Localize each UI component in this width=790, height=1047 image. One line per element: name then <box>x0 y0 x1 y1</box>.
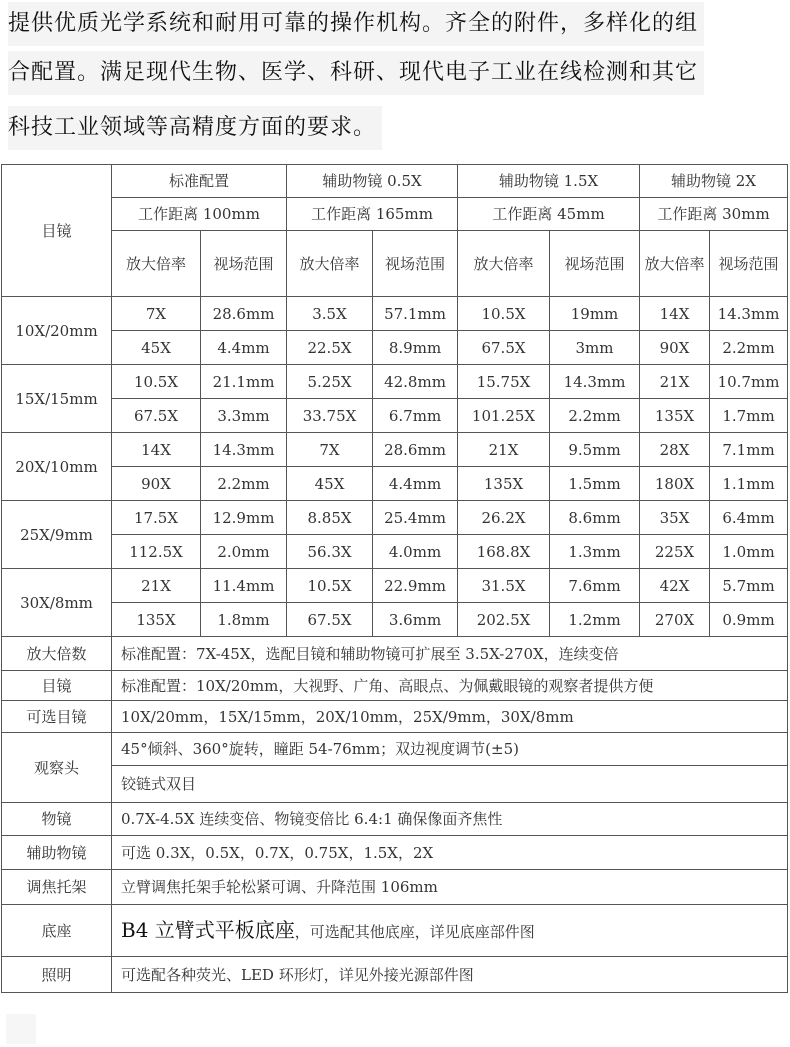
field-of-view-cell: 1.2mm <box>550 603 640 637</box>
eyepiece-header: 目镜 <box>2 165 112 297</box>
magnification-cell: 202.5X <box>458 603 550 637</box>
table-row <box>2 603 788 637</box>
magnification-cell: 31.5X <box>458 569 550 603</box>
base-note: ，可选配其他底座，详见底座部件图 <box>294 922 535 941</box>
magnification-cell: 45X <box>112 331 201 365</box>
group-name: 辅助物镜 1.5X <box>458 165 640 198</box>
mag-header: 放大倍率 <box>112 231 201 297</box>
field-of-view-cell: 4.0mm <box>373 535 458 569</box>
field-of-view-cell: 0.9mm <box>710 603 788 637</box>
field-of-view-cell: 7.6mm <box>550 569 640 603</box>
field-of-view-cell: 2.2mm <box>710 331 788 365</box>
magnification-cell: 101.25X <box>458 399 550 433</box>
field-of-view-cell: 14.3mm <box>201 433 287 467</box>
fov-header: 视场范围 <box>710 231 788 297</box>
page-corner-mark <box>6 1014 36 1044</box>
spec-label-objective: 物镜 <box>2 803 112 836</box>
field-of-view-cell: 4.4mm <box>373 467 458 501</box>
magnification-cell: 168.8X <box>458 535 550 569</box>
magnification-cell: 33.75X <box>287 399 373 433</box>
intro-line-2: 合配置。满足现代生物、医学、科研、现代电子工业在线检测和其它 <box>8 51 704 95</box>
field-of-view-cell: 57.1mm <box>373 297 458 331</box>
field-of-view-cell: 6.7mm <box>373 399 458 433</box>
table-row <box>2 467 788 501</box>
spec-value-magnification: 标准配置：7X-45X，选配目镜和辅助物镜可扩展至 3.5X-270X，连续变倍 <box>112 637 788 671</box>
eyepiece-name: 15X/15mm <box>2 365 112 433</box>
spec-label-aux-objective: 辅助物镜 <box>2 836 112 870</box>
field-of-view-cell: 14.3mm <box>550 365 640 399</box>
mag-header: 放大倍率 <box>640 231 710 297</box>
group-name: 辅助物镜 0.5X <box>287 165 458 198</box>
magnification-cell: 14X <box>640 297 710 331</box>
field-of-view-cell: 4.4mm <box>201 331 287 365</box>
magnification-cell: 10.5X <box>112 365 201 399</box>
field-of-view-cell: 1.8mm <box>201 603 287 637</box>
spec-label-eyepiece: 目镜 <box>2 671 112 701</box>
group-name: 标准配置 <box>112 165 287 198</box>
table-row <box>2 365 788 399</box>
magnification-cell: 112.5X <box>112 535 201 569</box>
magnification-cell: 8.85X <box>287 501 373 535</box>
magnification-cell: 26.2X <box>458 501 550 535</box>
magnification-cell: 10.5X <box>287 569 373 603</box>
magnification-cell: 28X <box>640 433 710 467</box>
magnification-cell: 15.75X <box>458 365 550 399</box>
config-header <box>2 165 788 297</box>
magnification-cell: 10.5X <box>458 297 550 331</box>
magnification-cell: 135X <box>640 399 710 433</box>
field-of-view-cell: 28.6mm <box>373 433 458 467</box>
magnification-cell: 180X <box>640 467 710 501</box>
spec-label-base: 底座 <box>2 905 112 957</box>
field-of-view-cell: 14.3mm <box>710 297 788 331</box>
field-of-view-cell: 22.9mm <box>373 569 458 603</box>
table-row <box>2 399 788 433</box>
spec-value-focus-stand: 立臂调焦托架手轮松紧可调、升降范围 106mm <box>112 870 788 905</box>
table-row <box>2 433 788 467</box>
magnification-cell: 90X <box>112 467 201 501</box>
spec-value-illumination: 可选配各种荧光、LED 环形灯，详见外接光源部件图 <box>112 957 788 993</box>
magnification-cell: 42X <box>640 569 710 603</box>
field-of-view-cell: 1.5mm <box>550 467 640 501</box>
group-distance: 工作距离 30mm <box>640 198 788 231</box>
field-of-view-cell: 25.4mm <box>373 501 458 535</box>
spec-value-head-1: 45°倾斜、360°旋转，瞳距 54-76mm；双边视度调节(±5) <box>112 733 788 766</box>
field-of-view-cell: 1.0mm <box>710 535 788 569</box>
magnification-cell: 90X <box>640 331 710 365</box>
field-of-view-cell: 21.1mm <box>201 365 287 399</box>
intro-line-3: 科技工业领域等高精度方面的要求。 <box>8 106 382 150</box>
field-of-view-cell: 2.0mm <box>201 535 287 569</box>
field-of-view-cell: 5.7mm <box>710 569 788 603</box>
field-of-view-cell: 2.2mm <box>550 399 640 433</box>
intro-line-1: 提供优质光学系统和耐用可靠的操作机构。齐全的附件，多样化的组 <box>8 2 704 46</box>
field-of-view-cell: 3.6mm <box>373 603 458 637</box>
magnification-cell: 21X <box>640 365 710 399</box>
table-row <box>2 569 788 603</box>
magnification-cell: 5.25X <box>287 365 373 399</box>
field-of-view-cell: 7.1mm <box>710 433 788 467</box>
magnification-cell: 225X <box>640 535 710 569</box>
magnification-cell: 67.5X <box>287 603 373 637</box>
eyepiece-name: 20X/10mm <box>2 433 112 501</box>
mag-header: 放大倍率 <box>458 231 550 297</box>
table-row <box>2 297 788 331</box>
magnification-cell: 21X <box>112 569 201 603</box>
fov-header: 视场范围 <box>201 231 287 297</box>
spec-value-objective: 0.7X-4.5X 连续变倍、物镜变倍比 6.4:1 确保像面齐焦性 <box>112 803 788 836</box>
magnification-cell: 3.5X <box>287 297 373 331</box>
base-model: B4 立臂式平板底座 <box>121 917 295 942</box>
fov-header: 视场范围 <box>550 231 640 297</box>
magnification-cell: 45X <box>287 467 373 501</box>
table-row <box>2 331 788 365</box>
field-of-view-cell: 10.7mm <box>710 365 788 399</box>
magnification-cell: 22.5X <box>287 331 373 365</box>
spec-label-head: 观察头 <box>2 733 112 803</box>
eyepiece-name: 25X/9mm <box>2 501 112 569</box>
group-name: 辅助物镜 2X <box>640 165 788 198</box>
field-of-view-cell: 42.8mm <box>373 365 458 399</box>
eyepiece-data <box>2 297 788 637</box>
spec-rows <box>2 637 788 993</box>
spec-value-aux-objective: 可选 0.3X，0.5X，0.7X，0.75X，1.5X，2X <box>112 836 788 870</box>
eyepiece-name: 10X/20mm <box>2 297 112 365</box>
magnification-cell: 7X <box>112 297 201 331</box>
field-of-view-cell: 11.4mm <box>201 569 287 603</box>
spec-label-illumination: 照明 <box>2 957 112 993</box>
spec-value-eyepiece: 标准配置：10X/20mm，大视野、广角、高眼点、为佩戴眼镜的观察者提供方便 <box>112 671 788 701</box>
spec-value-head-2: 铰链式双目 <box>112 766 788 803</box>
group-distance: 工作距离 165mm <box>287 198 458 231</box>
field-of-view-cell: 3mm <box>550 331 640 365</box>
field-of-view-cell: 1.1mm <box>710 467 788 501</box>
spec-label-focus-stand: 调焦托架 <box>2 870 112 905</box>
field-of-view-cell: 2.2mm <box>201 467 287 501</box>
table-row <box>2 535 788 569</box>
field-of-view-cell: 1.7mm <box>710 399 788 433</box>
field-of-view-cell: 9.5mm <box>550 433 640 467</box>
magnification-cell: 7X <box>287 433 373 467</box>
field-of-view-cell: 28.6mm <box>201 297 287 331</box>
field-of-view-cell: 8.6mm <box>550 501 640 535</box>
magnification-cell: 135X <box>112 603 201 637</box>
spec-table <box>1 164 788 993</box>
spec-value-base <box>112 905 788 957</box>
field-of-view-cell: 6.4mm <box>710 501 788 535</box>
field-of-view-cell: 1.3mm <box>550 535 640 569</box>
spec-value-optional-eyepiece: 10X/20mm，15X/15mm，20X/10mm，25X/9mm，30X/8mm <box>112 701 788 733</box>
magnification-cell: 21X <box>458 433 550 467</box>
magnification-cell: 17.5X <box>112 501 201 535</box>
magnification-cell: 67.5X <box>112 399 201 433</box>
magnification-cell: 35X <box>640 501 710 535</box>
mag-header: 放大倍率 <box>287 231 373 297</box>
field-of-view-cell: 3.3mm <box>201 399 287 433</box>
magnification-cell: 135X <box>458 467 550 501</box>
field-of-view-cell: 12.9mm <box>201 501 287 535</box>
table-row <box>2 501 788 535</box>
field-of-view-cell: 19mm <box>550 297 640 331</box>
magnification-cell: 67.5X <box>458 331 550 365</box>
magnification-cell: 270X <box>640 603 710 637</box>
group-distance: 工作距离 100mm <box>112 198 287 231</box>
group-distance: 工作距离 45mm <box>458 198 640 231</box>
fov-header: 视场范围 <box>373 231 458 297</box>
eyepiece-name: 30X/8mm <box>2 569 112 637</box>
magnification-cell: 56.3X <box>287 535 373 569</box>
magnification-cell: 14X <box>112 433 201 467</box>
spec-label-optional-eyepiece: 可选目镜 <box>2 701 112 733</box>
spec-label-magnification: 放大倍数 <box>2 637 112 671</box>
field-of-view-cell: 8.9mm <box>373 331 458 365</box>
